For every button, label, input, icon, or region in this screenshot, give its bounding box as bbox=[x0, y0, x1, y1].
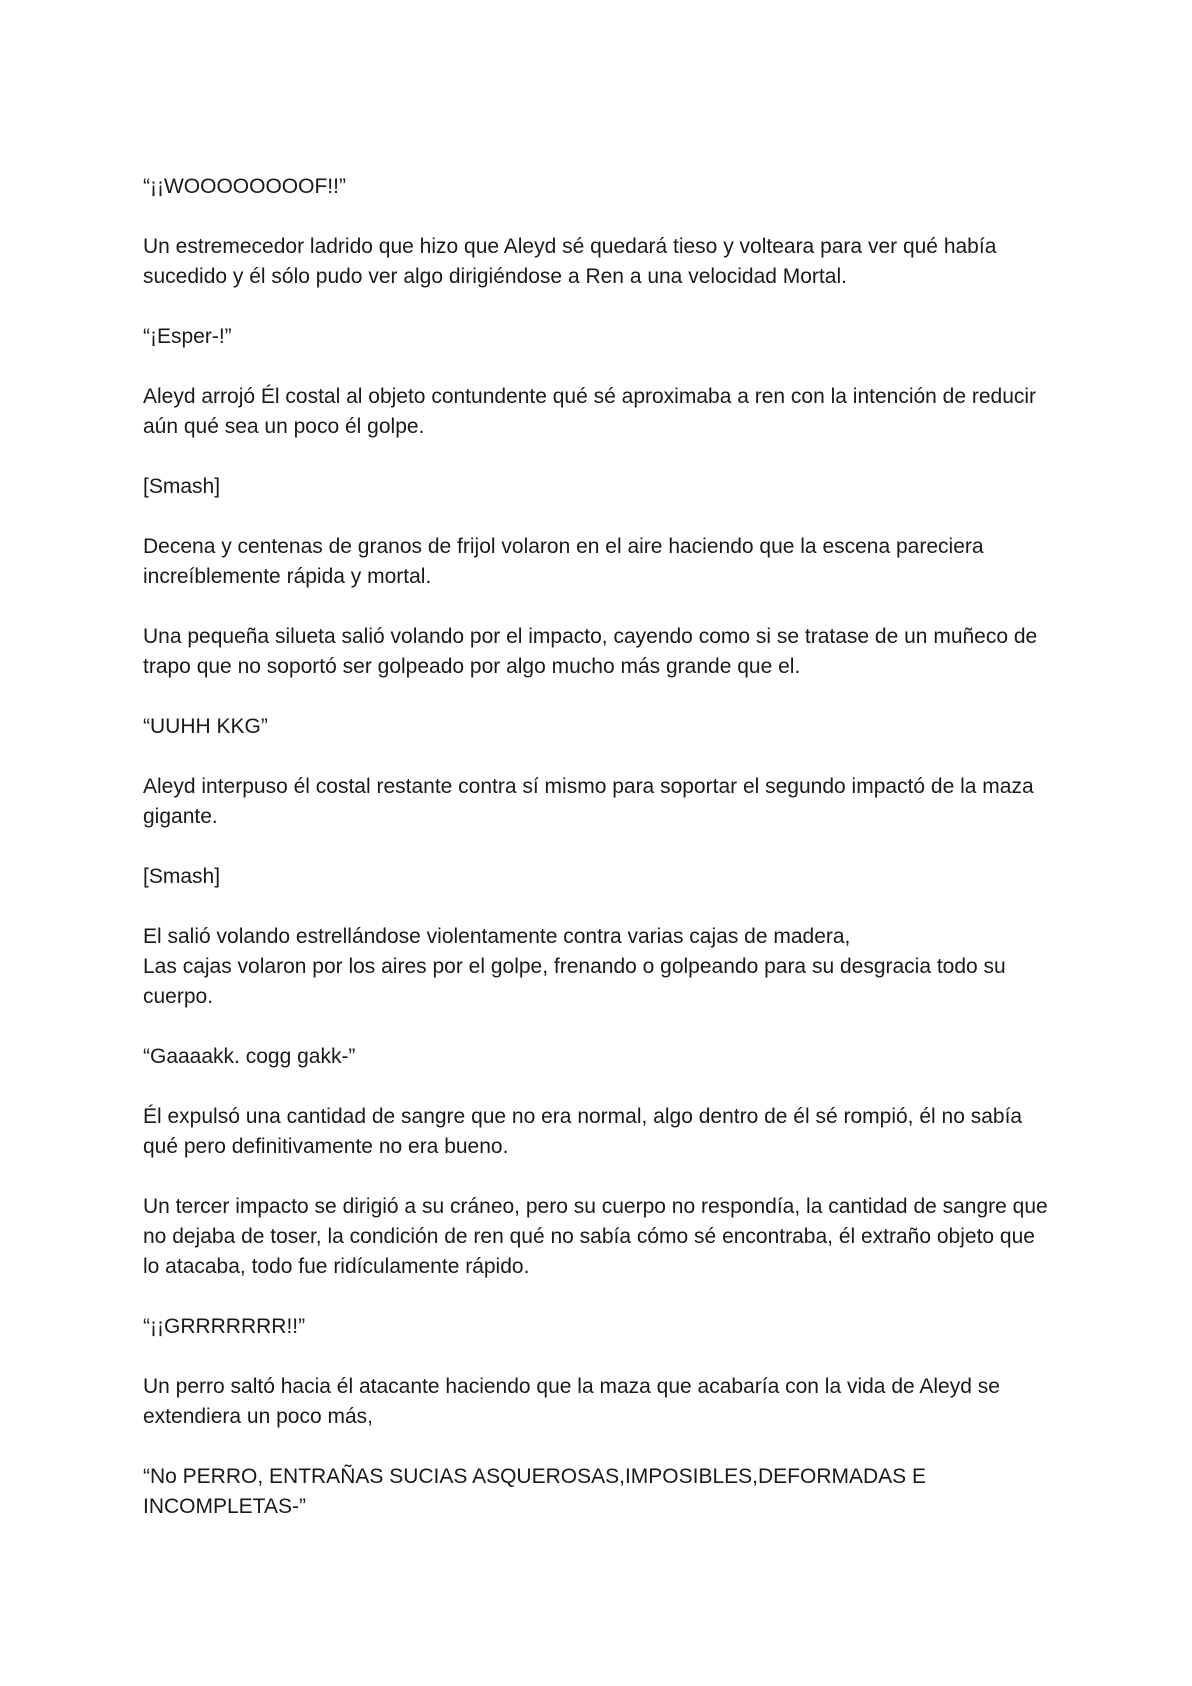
paragraph-9: Aleyd interpuso él costal restante contra sí mismo para soportar el segundo impactó de la maza gigante. bbox=[143, 775, 1034, 828]
paragraph-1: “¡¡WOOOOOOOOF!!” bbox=[143, 175, 346, 198]
paragraph-12: “Gaaaakk. cogg gakk-” bbox=[143, 1045, 356, 1068]
paragraph-8: “UUHH KKG” bbox=[143, 715, 268, 738]
paragraph-15: “¡¡GRRRRRRR!!” bbox=[143, 1315, 306, 1338]
paragraph-2: Un estremecedor ladrido que hizo que Aleyd sé quedará tieso y volteara para ver qué había sucedido y él sólo pudo ver algo dirigiéndose a Ren a una velocidad Mortal. bbox=[143, 235, 997, 288]
document-body bbox=[143, 172, 1053, 1552]
paragraph-13: Él expulsó una cantidad de sangre que no era normal, algo dentro de él sé rompió, él no sabía qué pero definitivamente no era bueno. bbox=[143, 1105, 1023, 1158]
paragraph-17: “No PERRO, ENTRAÑAS SUCIAS ASQUEROSAS,IMPOSIBLES,DEFORMADAS E INCOMPLETAS-” bbox=[143, 1465, 927, 1518]
paragraph-7: Una pequeña silueta salió volando por el impacto, cayendo como si se tratase de un muñeco de trapo que no soportó ser golpeado por algo mucho más grande que el. bbox=[143, 625, 1038, 678]
paragraph-10: [Smash] bbox=[143, 865, 221, 888]
paragraph-6: Decena y centenas de granos de frijol volaron en el aire haciendo que la escena pareciera increíblemente rápida y mortal. bbox=[143, 535, 984, 588]
paragraph-16: Un perro saltó hacia él atacante haciendo que la maza que acabaría con la vida de Aleyd se extendiera un poco más, bbox=[143, 1375, 1000, 1428]
paragraph-3: “¡Esper-!” bbox=[143, 325, 232, 348]
paragraph-14: Un tercer impacto se dirigió a su cráneo, pero su cuerpo no respondía, la cantidad de sangre que no dejaba de toser, la condición de ren qué no sabía cómo sé encontraba, él extraño objeto que lo atacaba, todo fue ridículamente rápido. bbox=[143, 1195, 1048, 1278]
paragraph-4: Aleyd arrojó Él costal al objeto contundente qué sé aproximaba a ren con la intención de reducir aún qué sea un poco él golpe. bbox=[143, 385, 1037, 438]
paragraph-11: El salió volando estrellándose violentamente contra varias cajas de madera, Las cajas volaron por los aires por el golpe, frenando o golpeando para su desgracia todo su cuerpo. bbox=[143, 925, 1006, 1008]
paragraph-5: [Smash] bbox=[143, 475, 221, 498]
